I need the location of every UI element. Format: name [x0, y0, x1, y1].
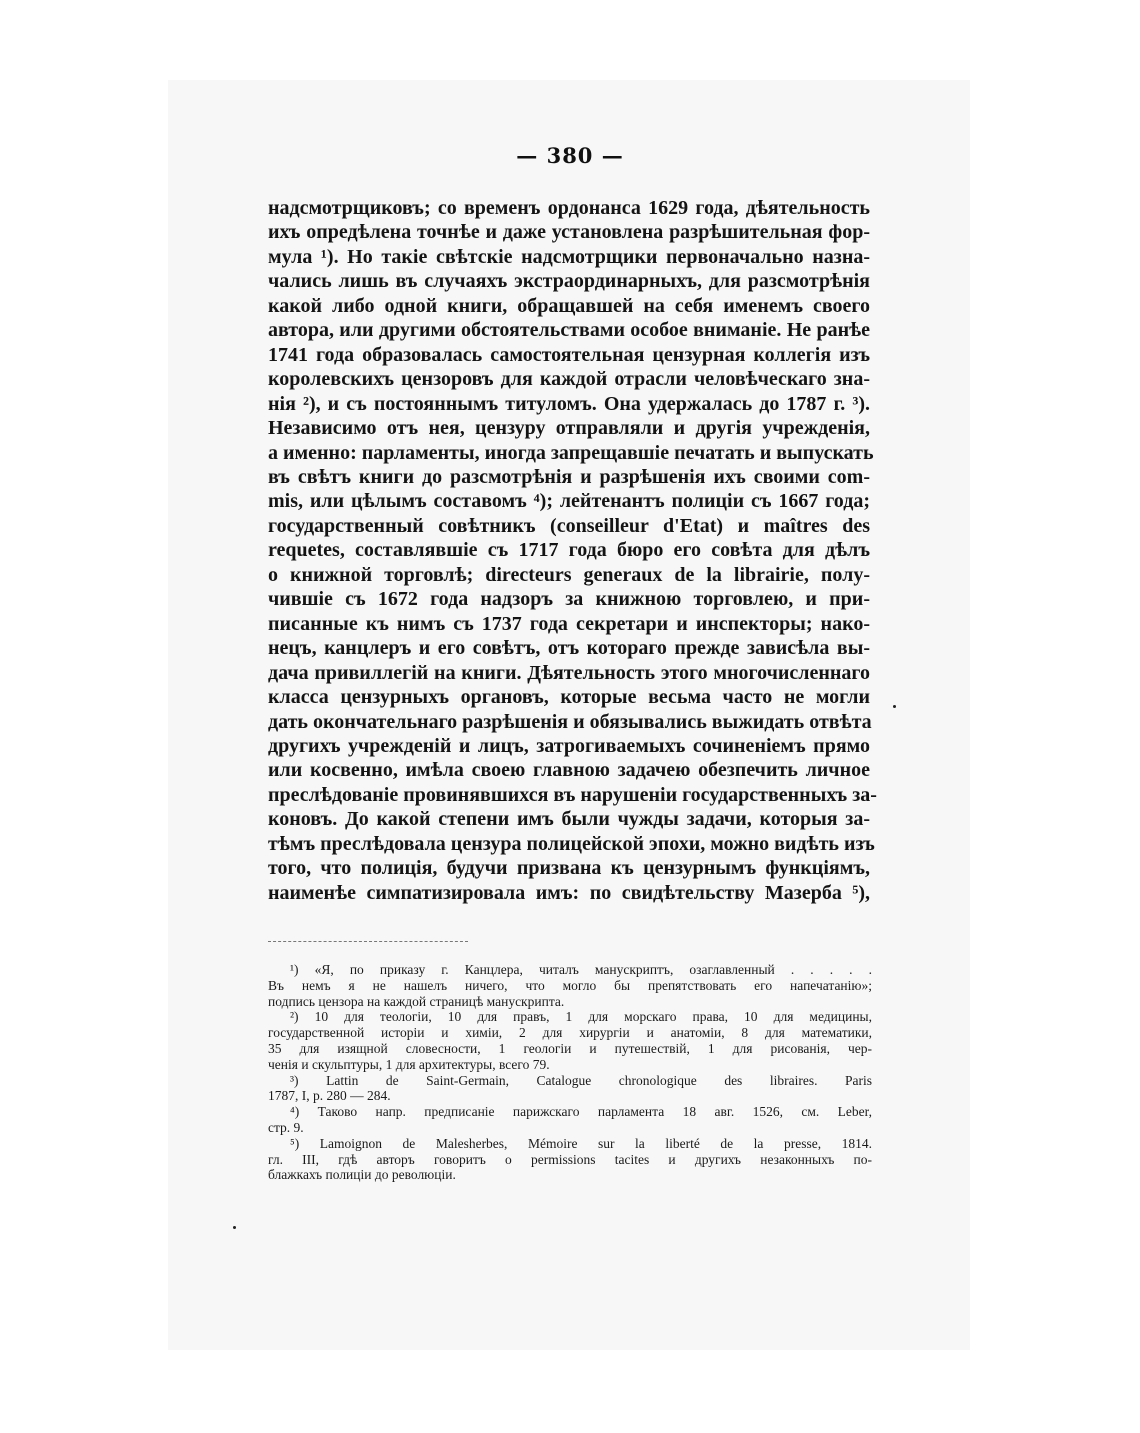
body-line: государственный совѣтникъ (conseilleur d'Etat) и maîtres des	[268, 514, 870, 537]
footnote-line: гл. III, гдѣ авторъ говоритъ о permissions tacites и другихъ незаконныхъ по-	[268, 1151, 872, 1167]
footnote-line: блажкахъ полиціи до революціи.	[268, 1167, 456, 1183]
body-line: дать окончательнаго разрѣшенія и обязывались выжидать отвѣта	[268, 710, 872, 733]
body-line: нія ²), и съ постояннымъ титуломъ. Она удержалась до 1787 г. ³).	[268, 392, 870, 415]
body-line: requetes, составлявшіе съ 1717 года бюро его совѣта для дѣлъ	[268, 539, 870, 562]
speck-mark	[893, 705, 896, 708]
body-line: коновъ. До какой степени имъ были чужды задачи, которыя за-	[268, 808, 870, 831]
body-line: нецъ, канцлеръ и его совѣтъ, отъ котораго прежде зависѣла вы-	[268, 637, 870, 660]
page-number: — 380 —	[516, 143, 624, 168]
body-line: или косвенно, имѣла своею главною задачею обезпечить личное	[268, 759, 870, 782]
footnote-line: 1787, I, p. 280 — 284.	[268, 1088, 391, 1104]
body-line: Независимо отъ нея, цензуру отправляли и другія учрежденія,	[268, 417, 870, 440]
body-line: наименѣе симпатизировала имъ: по свидѣтельству Мазерба ⁵),	[268, 881, 870, 904]
body-line: класса цензурныхъ органовъ, которые весьма часто не могли	[268, 686, 870, 709]
footnote	[268, 962, 872, 1009]
body-line: дача привиллегій на книги. Дѣятельность этого многочисленнаго	[268, 661, 870, 684]
footnote	[268, 1073, 872, 1105]
body-line: писанные къ нимъ съ 1737 года секретари и инспекторы; нако-	[268, 612, 870, 635]
footnote-line: ⁵) Lamoignon de Malesherbes, Mémoire sur la liberté de la presse, 1814.	[290, 1135, 872, 1151]
footnote-line: 35 для изящной словесности, 1 геологіи и путешествій, 1 для рисованія, чер-	[268, 1040, 872, 1056]
body-line: автора, или другими обстоятельствами особое вниманіе. Не ранѣе	[268, 319, 870, 342]
footnote-line: ³) Lattin de Saint-Germain, Catalogue chronologique des libraires. Paris	[290, 1072, 872, 1088]
body-line: преслѣдованіе провинявшихся въ нарушеніи государственныхъ за-	[268, 783, 877, 806]
footnote-separator	[268, 941, 468, 942]
footnote-line: подпись цензора на каждой страницѣ манускрипта.	[268, 993, 565, 1009]
body-line: а именно: парламенты, иногда запрещавшіе печатать и выпускать	[268, 441, 874, 464]
footnote	[268, 1136, 872, 1183]
body-line: мула ¹). Но такіе свѣтскіе надсмотрщики первоначально назна-	[268, 245, 870, 268]
footnote-line: ¹) «Я, по приказу г. Канцлера, читалъ манускриптъ, озаглавленный . . . . .	[290, 962, 872, 977]
body-line: того, что полиція, будучи призвана къ цензурнымъ функціямъ,	[268, 857, 870, 880]
footnote-line: ⁴) Таково напр. предписаніе парижскаго парламента 18 авг. 1526, см. Leber,	[290, 1104, 872, 1120]
body-line: чившіе съ 1672 года надзоръ за книжною торговлею, и при-	[268, 588, 870, 611]
body-line: ихъ опредѣлена точнѣе и даже установлена разрѣшительная фор-	[268, 221, 870, 244]
footnote-line: государственной исторіи и химіи, 2 для хирургіи и анатоміи, 8 для математики,	[268, 1025, 872, 1041]
footnote	[268, 1009, 872, 1072]
footnote-line: стр. 9.	[268, 1119, 304, 1135]
body-line: тѣмъ преслѣдовала цензура полицейской эпохи, можно видѣть изъ	[268, 832, 875, 855]
speck-mark	[233, 1226, 236, 1229]
body-line: другихъ учрежденій и лицъ, затрогиваемыхъ сочиненіемъ прямо	[268, 734, 870, 757]
footnote-line: ченія и скульптуры, 1 для архитектуры, всего 79.	[268, 1056, 550, 1072]
body-line: о книжной торговлѣ; directeurs generaux de la librairie, полу-	[268, 563, 870, 586]
body-paragraph	[268, 196, 877, 905]
footnote-line: ²) 10 для теологіи, 10 для правъ, 1 для морскаго права, 10 для медицины,	[290, 1009, 872, 1025]
body-line: надсмотрщиковъ; со временъ ордонанса 1629 года, дѣятельность	[268, 197, 870, 219]
body-line: чались лишь въ случаяхъ экстраординарныхъ, для разсмотрѣнія	[268, 270, 870, 293]
body-line: королевскихъ цензоровъ для каждой отрасли человѣческаго зна-	[268, 368, 870, 391]
footnote	[268, 1104, 872, 1136]
body-line: mis, или цѣлымъ составомъ ⁴); лейтенантъ полиціи съ 1667 года;	[268, 490, 870, 513]
footnotes-block	[268, 962, 872, 1183]
body-line: какой либо одной книги, обращавшей на себя именемъ своего	[268, 294, 870, 317]
footnote-line: Въ немъ я не нашелъ ничего, что могло бы препятствовать его напечатанію»;	[268, 977, 872, 993]
body-line: 1741 года образовалась самостоятельная цензурная коллегія изъ	[268, 343, 870, 366]
body-line: въ свѣтъ книги до разсмотрѣнія и разрѣшенія ихъ своими com-	[268, 465, 870, 488]
